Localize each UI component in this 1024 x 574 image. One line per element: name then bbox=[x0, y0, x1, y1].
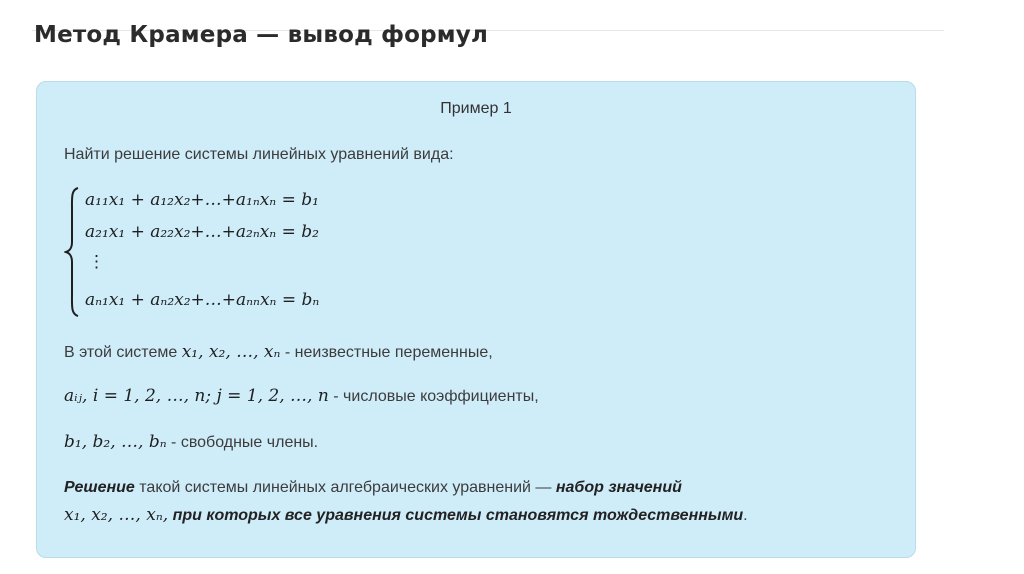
definition-vars: x₁, x₂, …, xₙ, bbox=[64, 505, 169, 525]
left-brace-icon bbox=[64, 186, 82, 318]
free-terms-expr: b₁, b₂, …, bₙ bbox=[64, 432, 167, 452]
variables-prefix: В этой системе bbox=[64, 344, 178, 361]
equation-row-n: aₙ₁x₁ + aₙ₂x₂+…+aₙₙxₙ = bₙ bbox=[85, 290, 320, 310]
definition-line-1 bbox=[64, 479, 682, 497]
definition-end: . bbox=[743, 507, 748, 524]
example-card bbox=[36, 81, 916, 558]
coefficients-expr: aᵢⱼ, i = 1, 2, …, n; j = 1, 2, …, n bbox=[64, 386, 329, 406]
definition-line-2 bbox=[64, 505, 748, 525]
free-terms-line bbox=[64, 432, 318, 452]
free-terms-suffix: - свободные члены. bbox=[171, 434, 319, 451]
definition-middle: такой системы линейных алгебраических уравнений — bbox=[139, 479, 552, 496]
equation-row-1: a₁₁x₁ + a₁₂x₂+…+a₁ₙxₙ = b₁ bbox=[85, 190, 319, 210]
equation-system bbox=[64, 186, 424, 318]
equation-row-2: a₂₁x₁ + a₂₂x₂+…+a₂ₙxₙ = b₂ bbox=[85, 222, 319, 242]
definition-emph: набор значений bbox=[555, 479, 682, 496]
page-title: Метод Крамера — вывод формул bbox=[34, 22, 488, 48]
intro-text: Найти решение системы линейных уравнений вида: bbox=[64, 146, 454, 163]
variables-line bbox=[64, 342, 493, 362]
definition-term: Решение bbox=[64, 479, 135, 496]
definition-emph-2: при которых все уравнения системы становятся тождественными bbox=[172, 507, 744, 524]
vertical-dots: ⋮ bbox=[88, 252, 105, 272]
variables-expr: x₁, x₂, …, xₙ bbox=[181, 342, 281, 362]
example-title: Пример 1 bbox=[440, 100, 512, 117]
coefficients-suffix: - числовые коэффициенты, bbox=[333, 388, 539, 405]
variables-suffix: - неизвестные переменные, bbox=[284, 344, 493, 361]
coefficients-line bbox=[64, 386, 539, 406]
